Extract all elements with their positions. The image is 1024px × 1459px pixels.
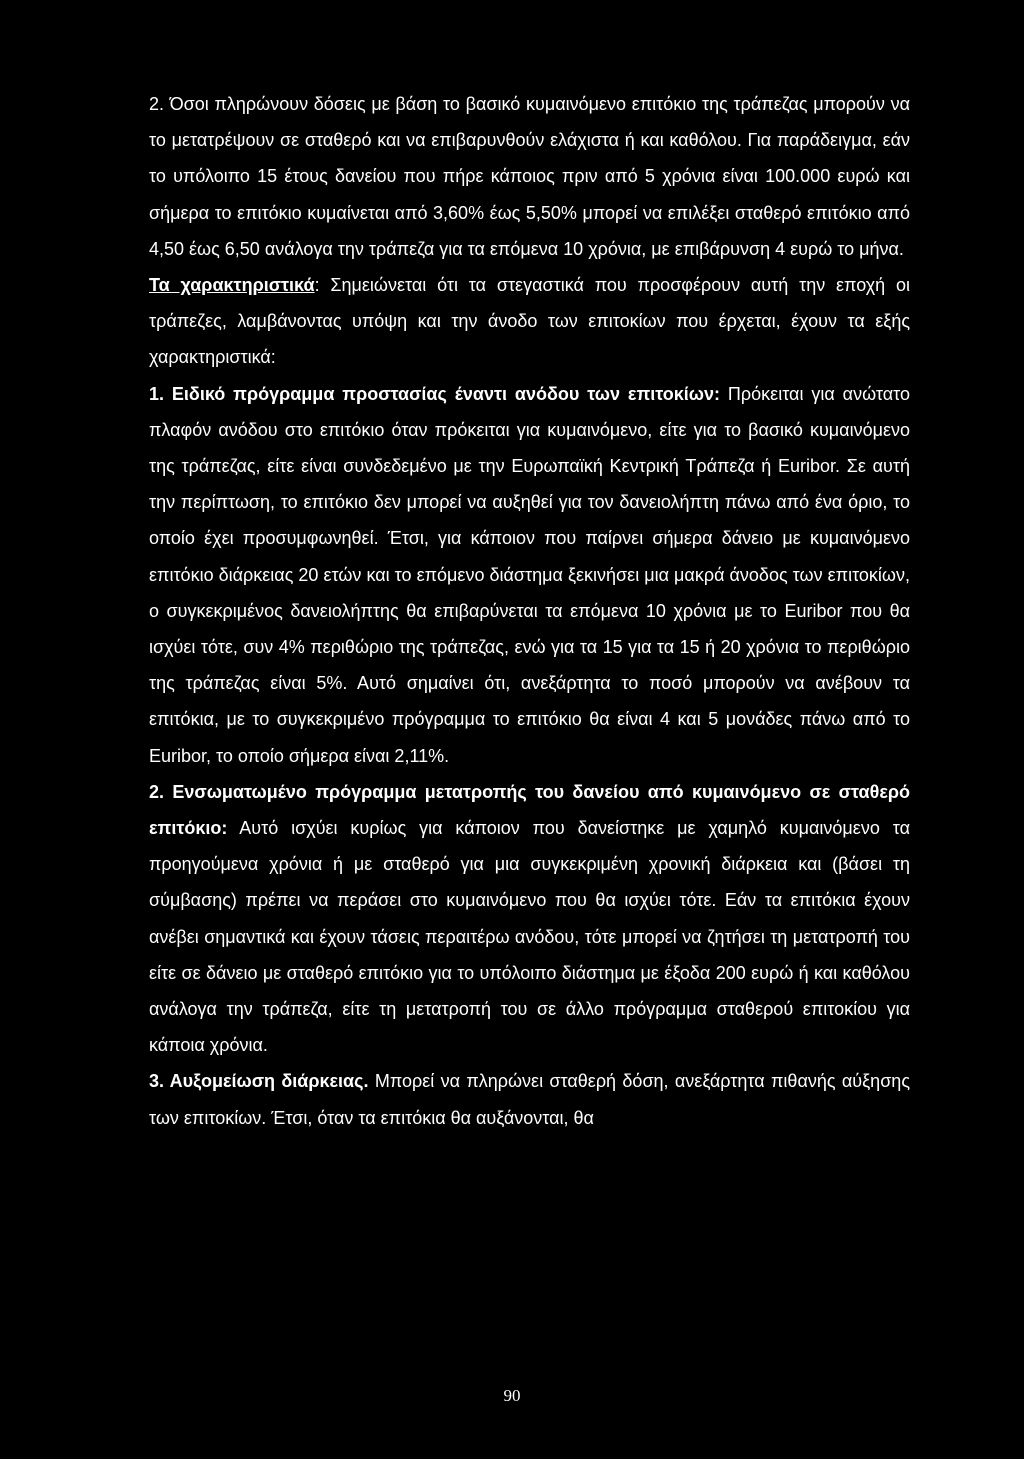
paragraph-characteristics-intro — [149, 267, 910, 376]
paragraph-text: Πρόκειται για ανώτατο πλαφόν ανόδου στο επιτόκιο όταν πρόκειται για κυμαινόμενο, είτε για το βασικό κυμαινόμενο της τράπεζας, είτε είναι συνδεδεμένο με την Ευρωπαϊκή Κεντρική Τράπεζα ή Euribor. Σε αυτή την περίπτωση, το επιτόκιο δεν μπορεί να αυξηθεί για τον δανειολήπτη πάνω από ένα όριο, το οποίο έχει προσυμφωνηθεί. Έτσι, για κάποιον που παίρνει σήμερα δάνειο με κυμαινόμενο επιτόκιο διάρκειας 20 ετών και το επόμενο διάστημα ξεκινήσει μια μακρά άνοδος των επιτοκίων, ο συγκεκριμένος δανειολήπτης θα επιβαρύνεται τα επόμενα 10 χρόνια με το Euribor που θα ισχύει τότε, συν 4% περιθώριο της τράπεζας, ενώ για τα 15 για τα 15 ή 20 χρόνια το περιθώριο της τράπεζας είναι 5%. Αυτό σημαίνει ότι, ανεξάρτητα το ποσό μπορούν να ανέβουν τα επιτόκια, με το συγκεκριμένο πρόγραμμα το επιτόκιο θα είναι 4 και 5 μονάδες πάνω από το Euribor, το οποίο σήμερα είναι 2,11%. — [149, 383, 910, 766]
paragraph-fixed-rate-conversion — [149, 86, 910, 267]
paragraph-text: Σημειώνεται ότι τα στεγαστικά που προσφέρουν αυτή την εποχή οι τράπεζες, λαμβάνοντας υπόψη και την άνοδο των επιτοκίων που έρχεται, έχουν τα εξής χαρακτηριστικά: — [149, 275, 911, 368]
paragraph-text: Αυτό ισχύει κυρίως για κάποιον που δανείστηκε με χαμηλό κυμαινόμενο τα προηγούμενα χρόνια ή με σταθερό για μια συγκεκριμένη χρονική διάρκεια και (βάσει τη σύμβασης) πρέπει να περάσει στο κυμαινόμενο που θα ισχύει τότε. Εάν τα επιτόκια έχουν ανέβει σημαντικά και έχουν τάσεις περαιτέρω ανόδου, τότε μπορεί να ζητήσει τη μετατροπή του είτε σε δάνειο με σταθερό επιτόκιο για το υπόλοιπο διάστημα με έξοδα 200 ευρώ ή και καθόλου ανάλογα την τράπεζα, είτε τη μετατροπή του σε άλλο πρόγραμμα σταθερού επιτοκίου για κάποια χρόνια. — [149, 818, 910, 1056]
page-number: 90 — [503, 1386, 521, 1405]
document-body — [149, 86, 910, 1136]
item-heading-duration-adjustment: 3. Αυξομείωση διάρκειας. — [149, 1071, 369, 1092]
section-heading-characteristics: Τα χαρακτηριστικά — [149, 275, 315, 296]
paragraph-protection-program — [149, 376, 910, 774]
paragraph-text: 2. Όσοι πληρώνουν δόσεις με βάση το βασικό κυμαινόμενο επιτόκιο της τράπεζας μπορούν να το μετατρέψουν σε σταθερό και να επιβαρυνθούν ελάχιστα ή και καθόλου. Για παράδειγμα, εάν το υπόλοιπο 15 έτους δανείου που πήρε κάποιος πριν από 5 χρόνια είναι 100.000 ευρώ και σήμερα το επιτόκιο κυμαίνεται από 3,60% έως 5,50% μπορεί να επιλέξει σταθερό επιτόκιο από 4,50 έως 6,50 ανάλογα την τράπεζα για τα επόμενα 10 χρόνια, με επιβάρυνση 4 ευρώ το μήνα. — [149, 94, 910, 259]
paragraph-conversion-program — [149, 774, 910, 1064]
item-heading-protection-program: 1. Ειδικό πρόγραμμα προστασίας έναντι ανόδου των επιτοκίων: — [149, 383, 721, 404]
paragraph-text: Μπορεί να πληρώνει σταθερή δόση, ανεξάρτητα πιθανής αύξησης των επιτοκίων. Έτσι, όταν τα επιτόκια θα αυξάνονται, θα — [149, 1071, 910, 1128]
item-heading-conversion-program: 2. Ενσωματωμένο πρόγραμμα μετατροπής του δανείου από κυμαινόμενο σε σταθερό επιτόκιο: — [149, 781, 910, 839]
heading-separator: : — [314, 275, 320, 296]
paragraph-duration-adjustment — [149, 1063, 910, 1135]
